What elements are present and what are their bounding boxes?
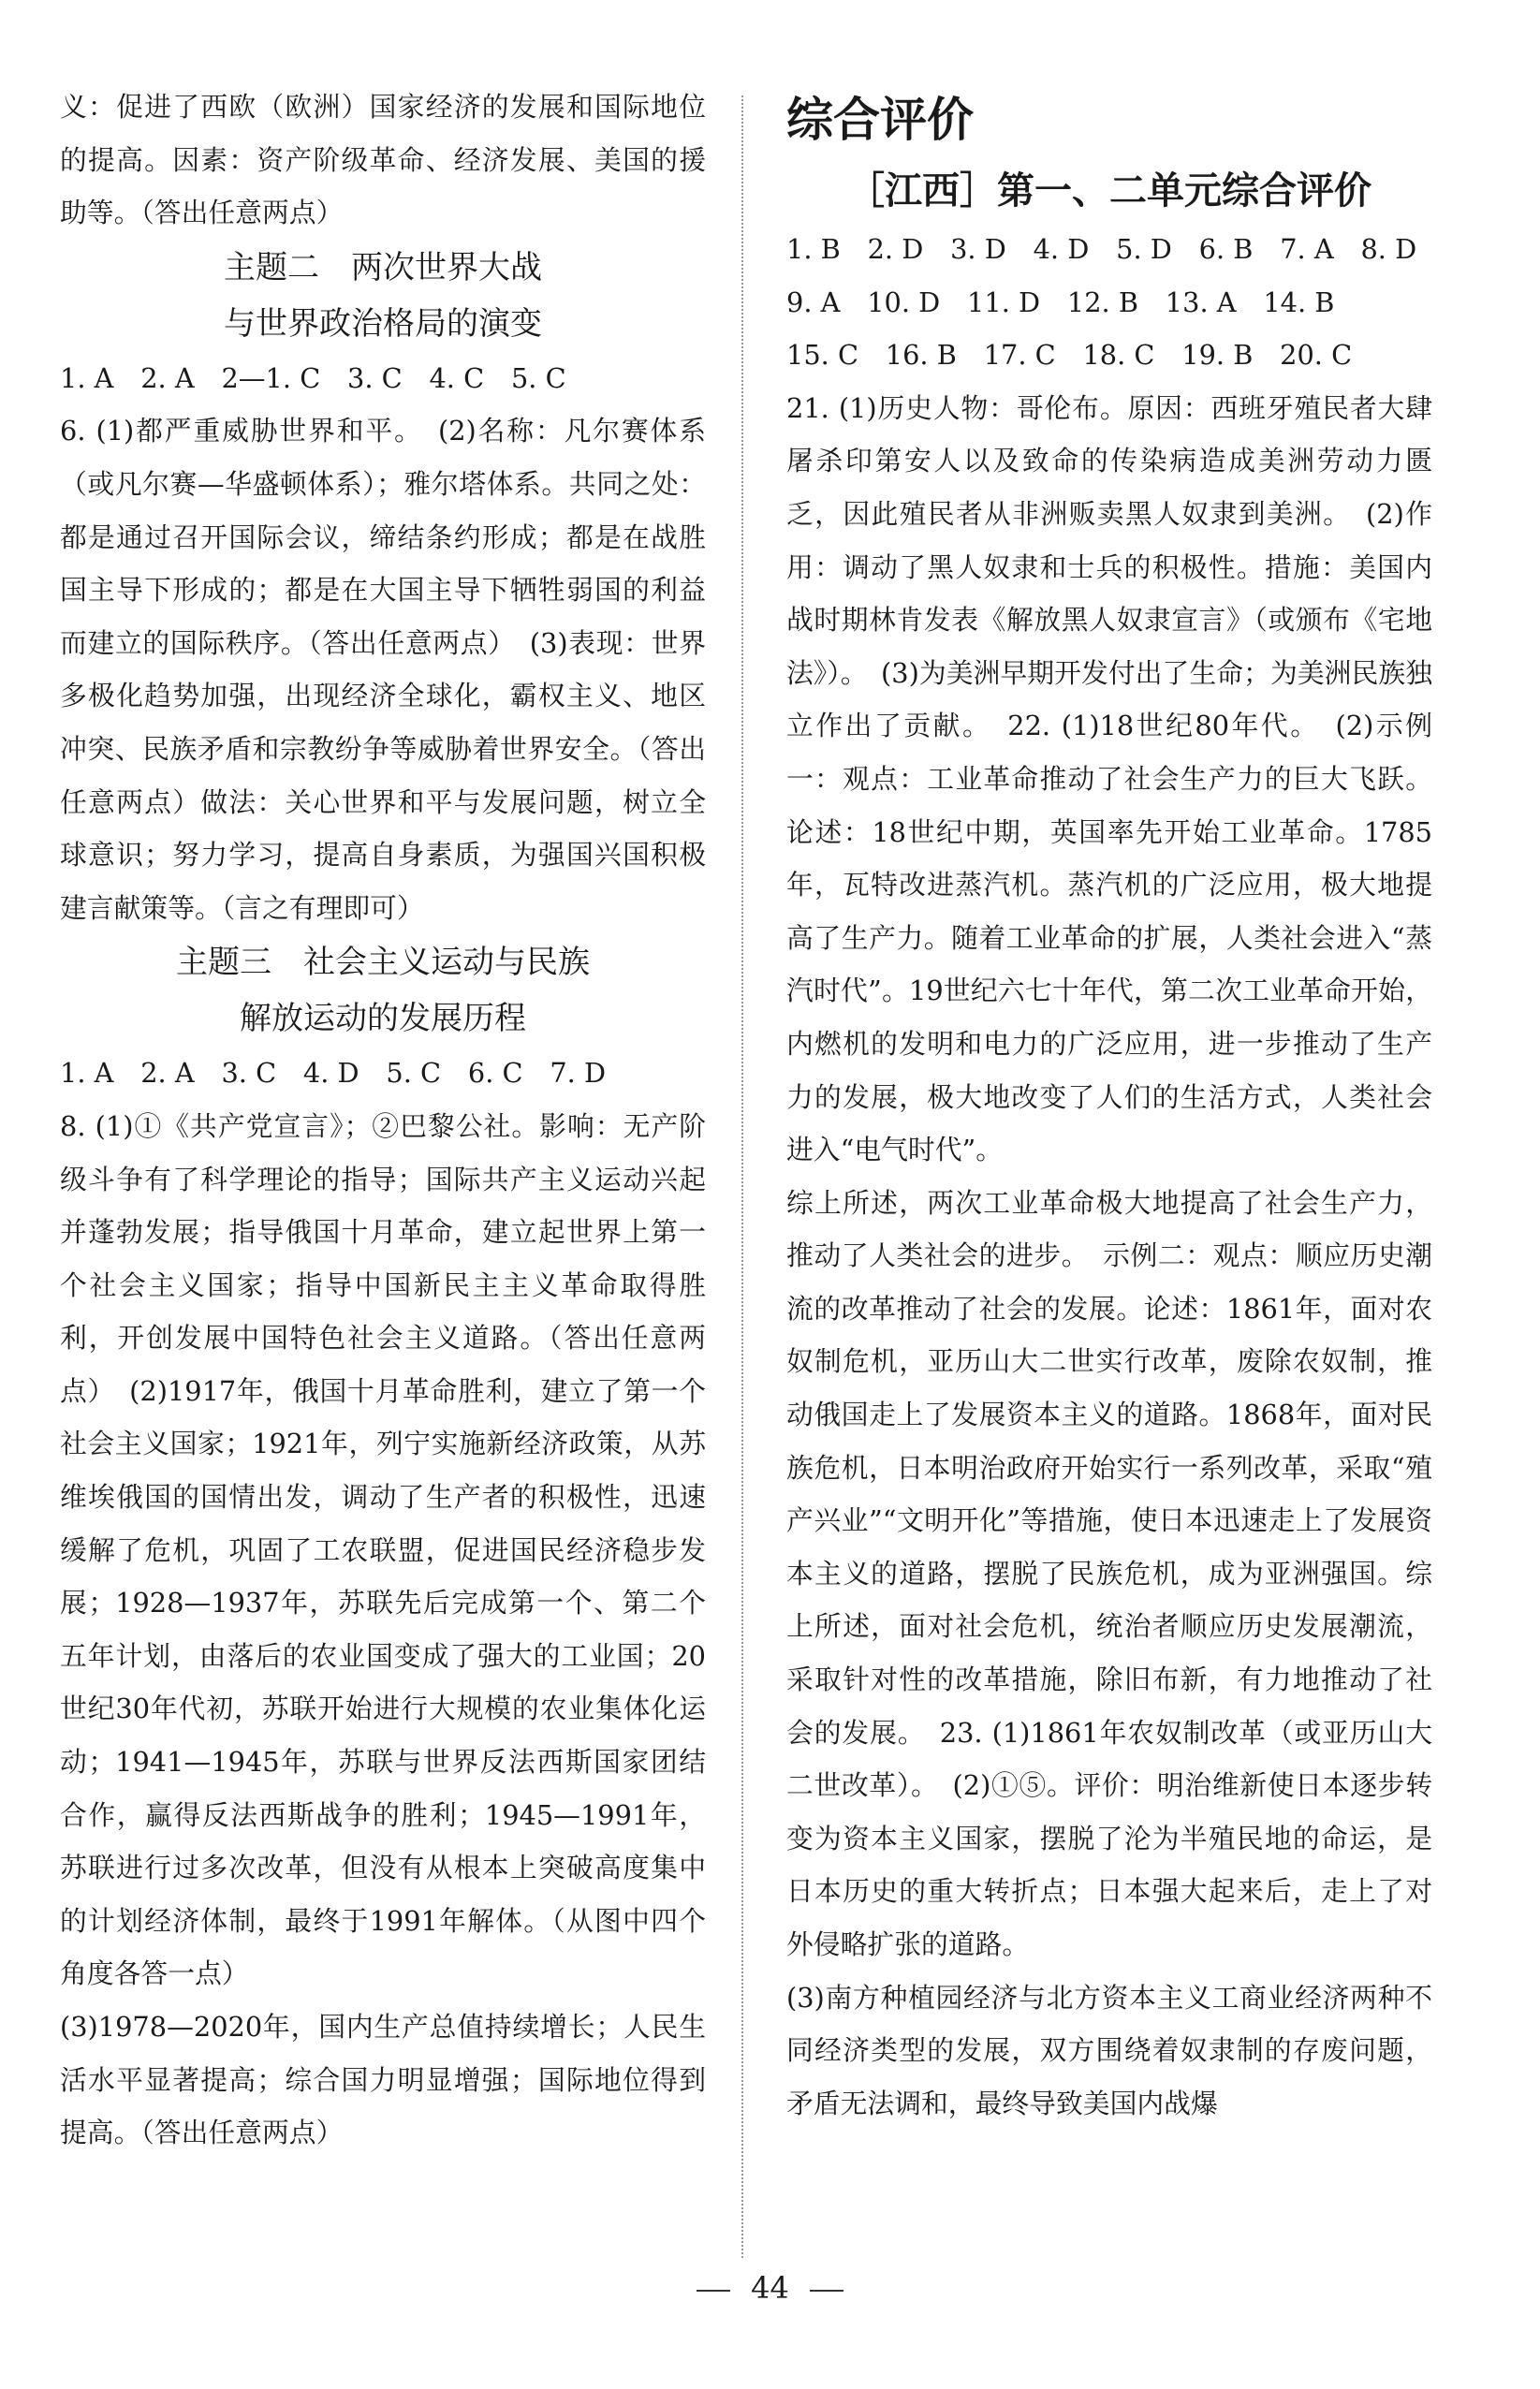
topic2-question6: 6. (1)都严重威胁世界和平。 (2)名称：凡尔赛体系（或凡尔赛—华盛顿体系）；雅尔塔体系。共同之处：都是通过召开国际会议，缔结条约形成；都是在战胜国主导下形成的；都是在大国主导下牺牲弱国的利益而建立的国际秩序。（答出任意两点） (3)表现：世界多极化趋势加强，出现经济全球化，霸权主义、地区冲突、民族矛盾和宗教纷争等威胁着世界安全。（答出任意两点）做法：关心世界和平与发展问题，树立全球意识；努力学习，提高自身素质，为强国兴国积极建言献策等。（言之有理即可） bbox=[60, 415, 706, 924]
topic2-title-line1: 主题二 两次世界大战 bbox=[224, 248, 542, 286]
intro-paragraph: 义：促进了西欧（欧洲）国家经济的发展和国际地位的提高。因素：资产阶级革命、经济发展、美国的援助等。（答出任意两点） bbox=[60, 91, 706, 229]
topic3-question8: 8. (1)①《共产党宣言》；②巴黎公社。影响：无产阶级斗争有了科学理论的指导；国际共产主义运动兴起并蓬勃发展；指导俄国十月革命，建立起世界上第一个社会主义国家；指导中国新民主主义革命取得胜利，开创发展中国特色社会主义道路。（答出任意两点） (2)1917年，俄国十月革命胜利，建立了第一个社会主义国家；1921年，列宁实施新经济政策，从苏维埃俄国的国情出发，调动了生产者的积极性，迅速缓解了危机，巩固了工农联盟，促进国民经济稳步发展；1928—1937年，苏联先后完成第一个、第二个五年计划，由落后的农业国变成了强大的工业国；20世纪30年代初，苏联开始进行大规模的农业集体化运动；1941—1945年，苏联与世界反法西斯国家团结合作，赢得反法西斯战争的胜利；1945—1991年，苏联进行过多次改革，但没有从根本上突破高度集中的计划经济体制，最终于1991年解体。（从图中四个角度各答一点） bbox=[60, 1109, 706, 1990]
left-column bbox=[60, 81, 706, 2160]
section-title: 综合评价 bbox=[786, 93, 974, 147]
question23-part3: (3)南方种植园经济与北方资本主义工商业经济两种不同经济类型的发展，双方围绕着奴隶制的存废问题，矛盾无法调和，最终导致美国内战爆 bbox=[786, 1981, 1432, 2119]
footer-dash-right bbox=[810, 2290, 843, 2292]
topic3-question8-part3: (3)1978—2020年，国内生产总值持续增长；人民生活水平显著提高；综合国力明显增强；国际地位得到提高。（答出任意两点） bbox=[60, 2011, 706, 2149]
column-divider bbox=[741, 95, 743, 2258]
footer-dash-left bbox=[697, 2290, 730, 2292]
topic2-choice-answers: 1. A 2. A 2—1. C 3. C 4. C 5. C bbox=[60, 361, 566, 394]
topic3-title-line1: 主题三 社会主义运动与民族 bbox=[176, 944, 590, 982]
topic3-title-line2: 解放运动的发展历程 bbox=[240, 1000, 526, 1038]
choice-answers-row2: 9. A 10. D 11. D 12. B 13. A 14. B bbox=[786, 286, 1335, 318]
choice-answers-row1: 1. B 2. D 3. D 4. D 5. D 6. B 7. A 8. D bbox=[786, 233, 1417, 265]
question21-22: 21. (1)历史人物：哥伦布。原因：西班牙殖民者大肆屠杀印第安人以及致命的传染病造成美洲劳动力匮乏，因此殖民者从非洲贩卖黑人奴隶到美洲。 (2)作用：调动了黑人奴隶和士兵的积极性。措施：美国内战时期林肯发表《解放黑人奴隶宣言》（或颁布《宅地法》）。 (3)为美洲早期开发付出了生命；为美洲民族独立作出了贡献。 22. (1)18世纪80年代。 (2)示例一：观点：工业革命推动了社会生产力的巨大飞跃。论述：18世纪中期，英国率先开始工业革命。1785年，瓦特改进蒸汽机。蒸汽机的广泛应用，极大地提高了生产力。随着工业革命的扩展，人类社会进入“蒸汽时代”。19世纪六七十年代，第二次工业革命开始，内燃机的发明和电力的广泛应用，进一步推动了生产力的发展，极大地改变了人们的生活方式，人类社会进入“电气时代”。 bbox=[786, 391, 1432, 1166]
question22-23: 综上所述，两次工业革命极大地提高了社会生产力，推动了人类社会的进步。 示例二：观点：顺应历史潮流的改革推动了社会的发展。论述：1861年，面对农奴制危机，亚历山大二世实行改革，废除农奴制，推动俄国走上了发展资本主义的道路。1868年，面对民族危机，日本明治政府开始实行一系列改革，采取“殖产兴业”“文明开化”等措施，使日本迅速走上了发展资本主义的道路，摆脱了民族危机，成为亚洲强国。综上所述，面对社会危机，统治者顺应历史发展潮流，采取针对性的改革措施，除旧布新，有力地推动了社会的发展。 23. (1)1861年农奴制改革（或亚历山大二世改革）。 (2)①⑤。评价：明治维新使日本逐步转变为资本主义国家，摆脱了沦为半殖民地的命运，是日本历史的重大转折点；日本强大起来后，走上了对外侵略扩张的道路。 bbox=[786, 1186, 1432, 1960]
page-footer bbox=[0, 2267, 1540, 2308]
topic3-choice-answers: 1. A 2. A 3. C 4. D 5. C 6. C 7. D bbox=[60, 1057, 607, 1090]
topic2-title-line2: 与世界政治格局的演变 bbox=[224, 304, 542, 343]
choice-answers-row3: 15. C 16. B 17. C 18. C 19. B 20. C bbox=[786, 339, 1353, 372]
unit-title: ［江西］第一、二单元综合评价 bbox=[847, 169, 1371, 213]
page-number: 44 bbox=[751, 2270, 789, 2306]
right-column bbox=[786, 81, 1432, 2130]
